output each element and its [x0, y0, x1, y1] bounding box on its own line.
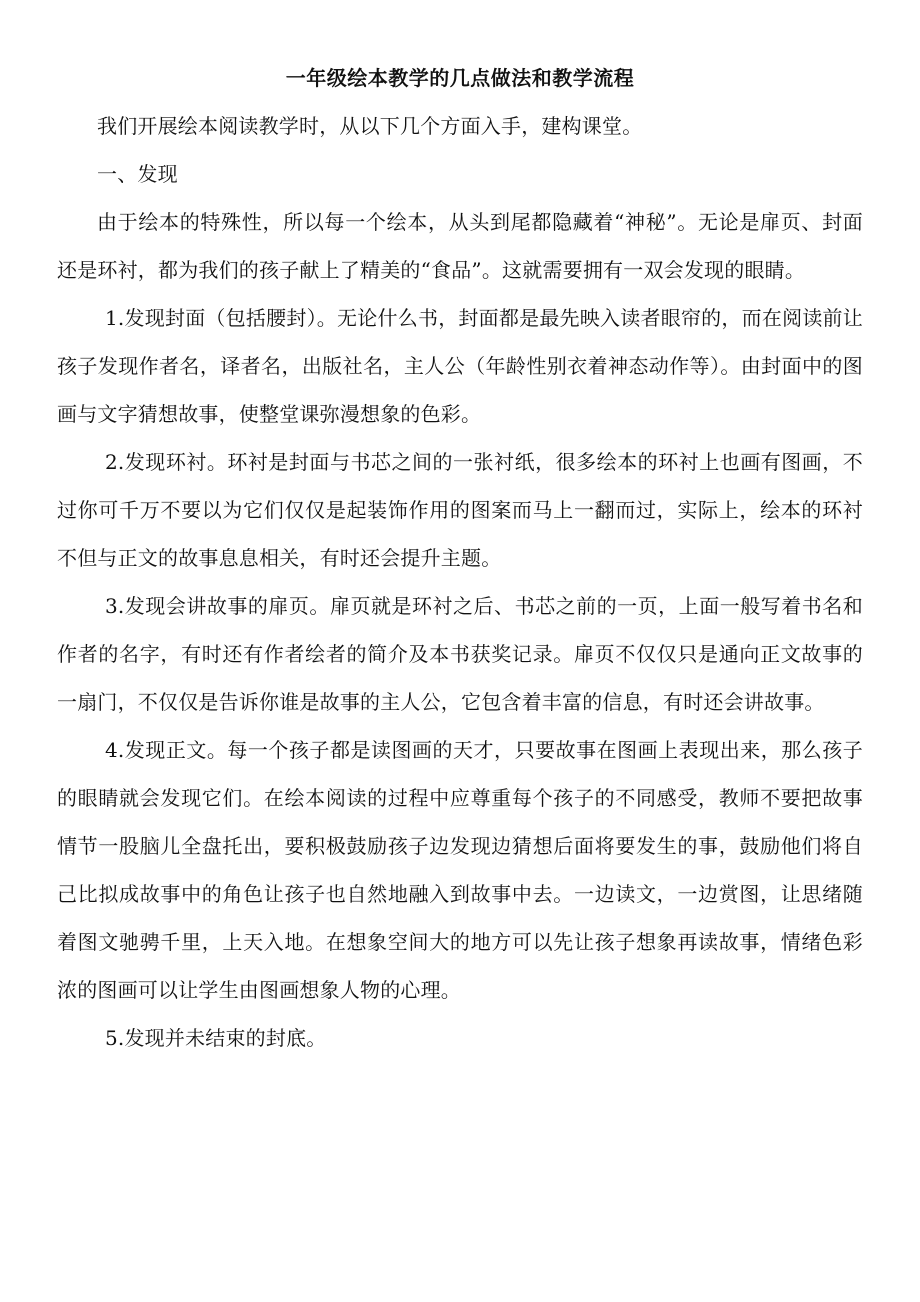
list-item-main-text: 4.发现正文。每一个孩子都是读图画的天才，只要故事在图画上表现出来，那么孩子的眼睛就会发现它们。在绘本阅读的过程中应尊重每个孩子的不同感受，教师不要把故事情节一股脑儿全盘托出，要积极鼓励孩子边发现边猜想后面将要发生的事，鼓励他们将自己比拟成故事中的角色让孩子也自然地融入到故事中去。一边读文，一边赏图，让思绪随着图文驰骋千里，上天入地。在想象空间大的地方可以先让孩子想象再读故事，情绪色彩浓的图画可以让学生由图画想象人物的心理。 — [57, 738, 863, 1002]
section-heading: 一、发现 — [97, 162, 178, 186]
list-item-title-page: 3.发现会讲故事的扉页。扉页就是环衬之后、书芯之前的一页，上面一般写着书名和作者的名字，有时还有作者绘者的简介及本书获奖记录。扉页不仅仅只是通向正文故事的一扇门，不仅仅是告诉你谁是故事的主人公，它包含着丰富的信息，有时还会讲故事。 — [57, 594, 863, 714]
intro-paragraph: 我们开展绘本阅读教学时，从以下几个方面入手，建构课堂。 — [97, 114, 643, 138]
list-item-cover: 1.发现封面（包括腰封）。无论什么书，封面都是最先映入读者眼帘的，而在阅读前让孩子发现作者名，译者名，出版社名，主人公（年龄性别衣着神态动作等）。由封面中的图画与文字猜想故事，使整堂课弥漫想象的色彩。 — [57, 306, 863, 426]
document-page — [57, 58, 863, 1062]
document-title: 一年级绘本教学的几点做法和教学流程 — [285, 66, 635, 90]
list-item-endpaper: 2.发现环衬。环衬是封面与书芯之间的一张衬纸，很多绘本的环衬上也画有图画，不过你可千万不要以为它们仅仅是起装饰作用的图案而马上一翻而过，实际上，绘本的环衬不但与正文的故事息息相关，有时还会提升主题。 — [57, 450, 863, 570]
section-body-paragraph: 由于绘本的特殊性，所以每一个绘本，从头到尾都隐藏着“神秘”。无论是扉页、封面还是环衬，都为我们的孩子献上了精美的“食品”。这就需要拥有一双会发现的眼睛。 — [57, 210, 863, 282]
list-item-back-cover: 5.发现并未结束的封底。 — [105, 1026, 327, 1050]
